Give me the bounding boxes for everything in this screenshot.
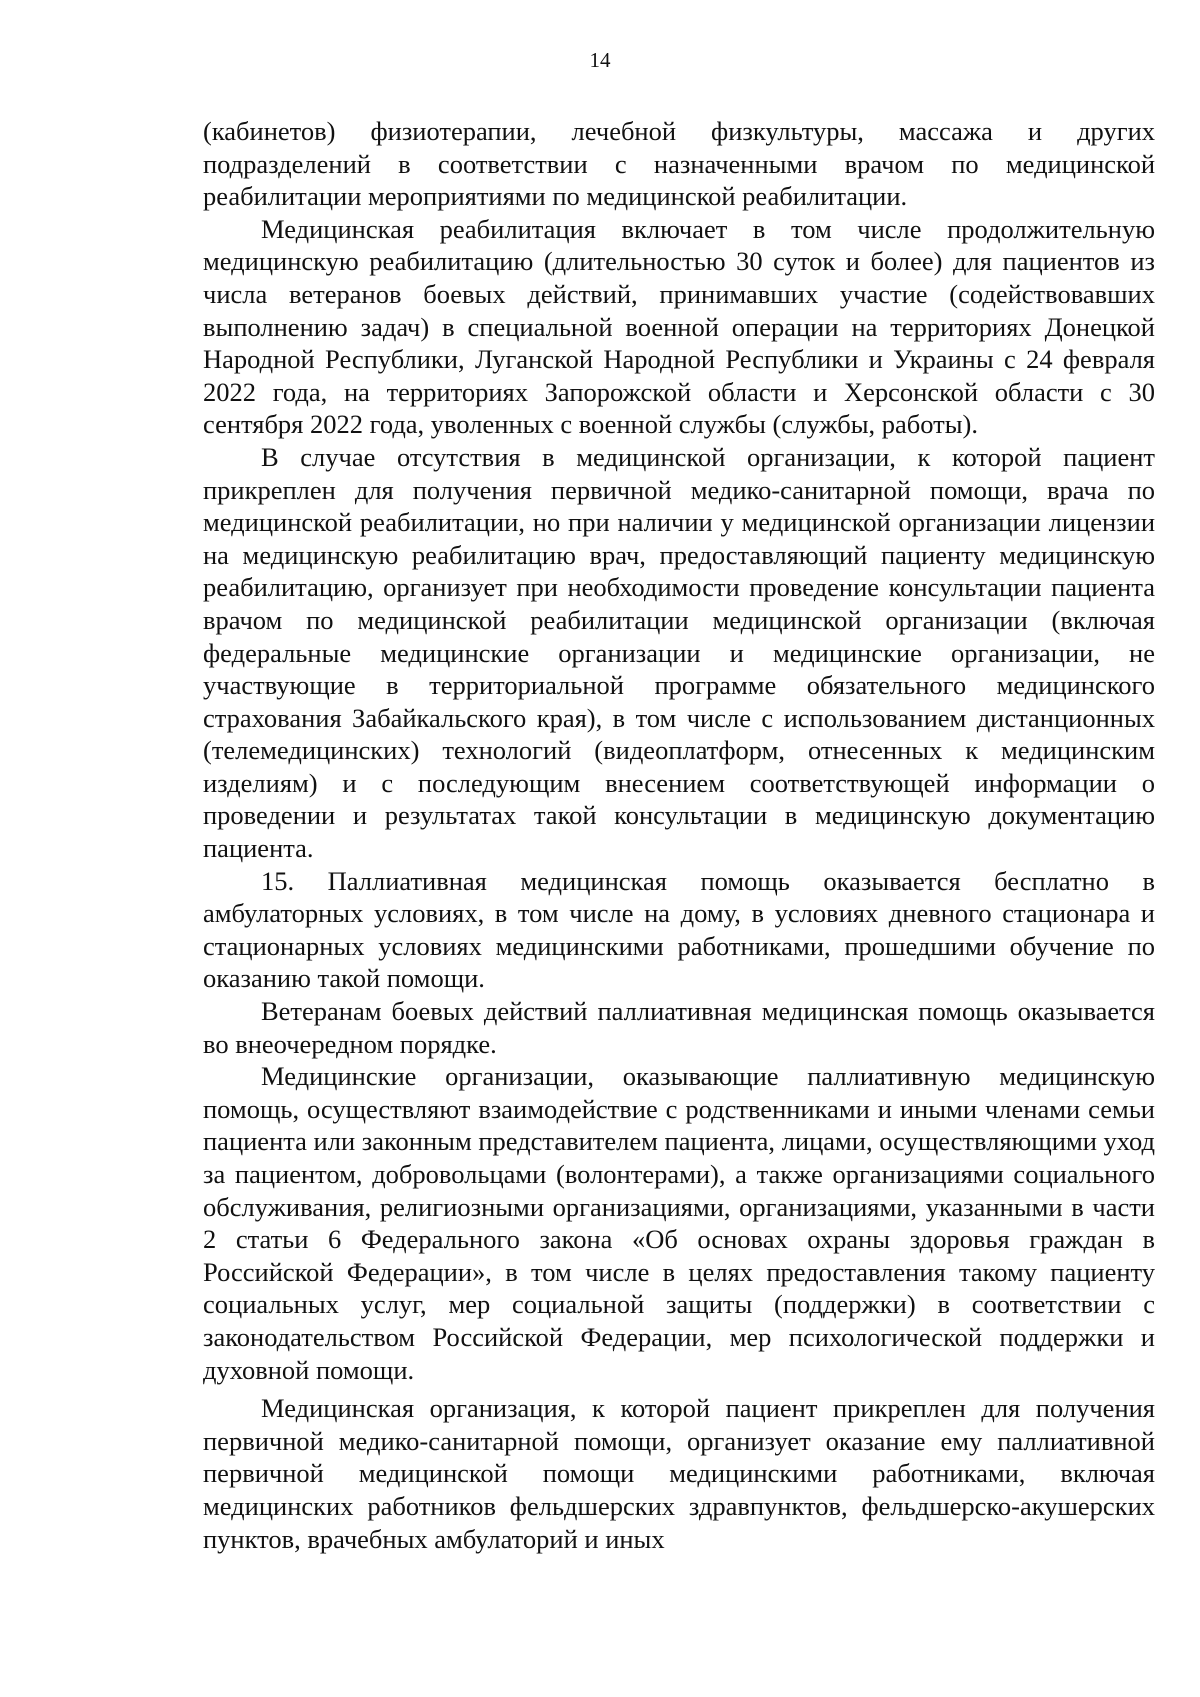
paragraph-rehabilitation-veterans: Медицинская реабилитация включает в том числе продолжительную медицинскую реабилитацию (длительностью 30 суток и более) для пациентов из числа ветеранов боевых действий, принимавших участие (содействовавших выполнению задач) в специальной военной операции на территориях Донецкой Народной Республики, Луганской Народной Республики и Украины с 24 февраля 2022 года, на территориях Запорожской области и Херсонской области с 30 сентября 2022 года, уволенных с военной службы (службы, работы). — [203, 213, 1155, 440]
page-number: 14 — [589, 48, 611, 72]
paragraph-palliative-organization: Медицинская организация, к которой пациент прикреплен для получения первичной медико-санитарной помощи, организует оказание ему паллиативной первичной медицинской помощи медицинскими работниками, включая медицинских работников фельдшерских здравпунктов, фельдшерско-акушерских пунктов, врачебных амбулаторий и иных — [203, 1393, 1155, 1554]
paragraph-item-15-palliative-care: 15. Паллиативная медицинская помощь оказывается бесплатно в амбулаторных условиях, в том числе на дому, в условиях дневного стационара и стационарных условиях медицинскими работниками, прошедшими обучение по оказанию такой помощи. — [203, 865, 1155, 994]
document-body — [203, 115, 1155, 1555]
paragraph-rehabilitation-consultation: В случае отсутствия в медицинской организации, к которой пациент прикреплен для получения первичной медико-санитарной помощи, врача по медицинской реабилитации, но при наличии у медицинской организации лицензии на медицинскую реабилитацию врач, предоставляющий пациенту медицинскую реабилитацию, организует при необходимости проведение консультации пациента врачом по медицинской реабилитации медицинской организации (включая федеральные медицинские организации и медицинские организации, не участвующие в территориальной программе обязательного медицинского страхования Забайкальского края), в том числе с использованием дистанционных (телемедицинских) технологий (видеоплатформ, отнесенных к медицинским изделиям) и с последующим внесением соответствующей информации о проведении и результатах такой консультации в медицинскую документацию пациента. — [203, 441, 1155, 864]
paragraph-palliative-interaction: Медицинские организации, оказывающие паллиативную медицинскую помощь, осуществляют взаимодействие с родственниками и иными членами семьи пациента или законным представителем пациента, лицами, осуществляющими уход за пациентом, добровольцами (волонтерами), а также организациями социального обслуживания, религиозными организациями, организациями, указанными в части 2 статьи 6 Федерального закона «Об основах охраны здоровья граждан в Российской Федерации», в том числе в целях предоставления такому пациенту социальных услуг, мер социальной защиты (поддержки) в соответствии с законодательством Российской Федерации, мер психологической поддержки и духовной помощи. — [203, 1061, 1155, 1385]
paragraph-veterans-palliative-priority: Ветеранам боевых действий паллиативная медицинская помощь оказывается во внеочередном порядке. — [203, 996, 1155, 1059]
paragraph-continuation: (кабинетов) физиотерапии, лечебной физкультуры, массажа и других подразделений в соответствии с назначенными врачом по медицинской реабилитации мероприятиями по медицинской реабилитации. — [203, 116, 1155, 212]
